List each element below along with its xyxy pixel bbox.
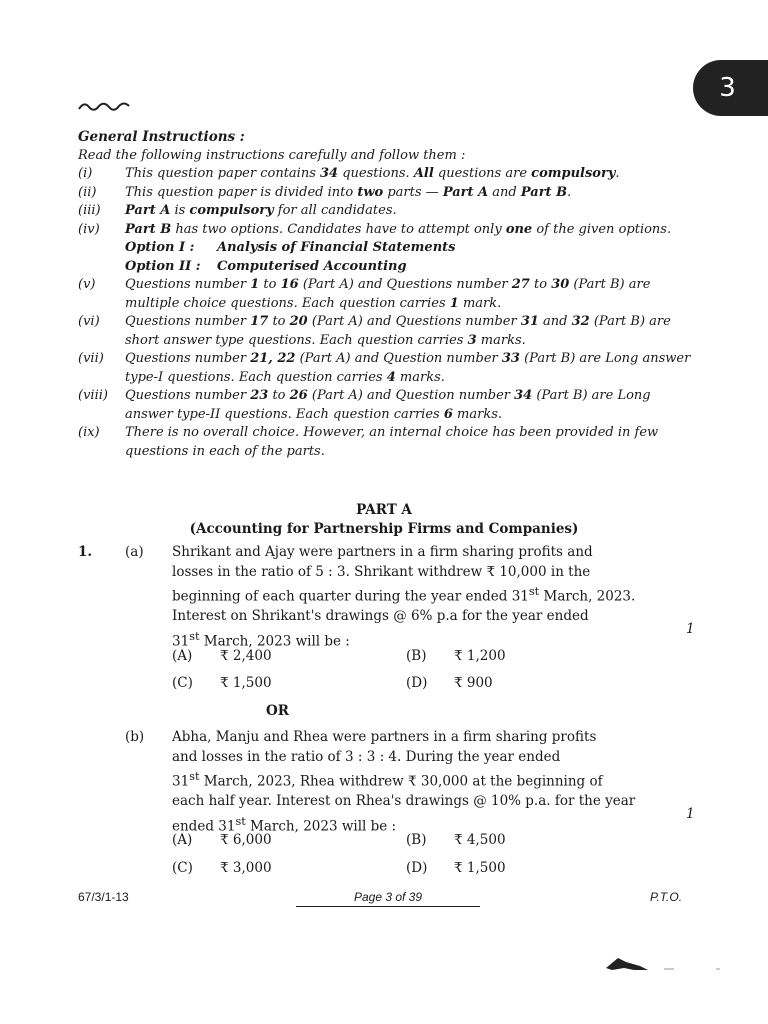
question-line: losses in the ratio of 5 : 3. Shrikant withdrew ₹ 10,000 in the bbox=[172, 563, 591, 580]
item-text: Part B has two options. Candidates have to attempt only one of the given options. bbox=[125, 221, 672, 237]
corner-arrow-icon bbox=[604, 954, 754, 978]
part-subtitle: (Accounting for Partnership Firms and Companies) bbox=[189, 521, 579, 537]
instruction-item bbox=[78, 350, 702, 387]
question-line: ended 31st March, 2023 will be : bbox=[172, 814, 397, 834]
question-line: 31st March, 2023 will be : bbox=[172, 629, 350, 649]
question-line: 31st March, 2023, Rhea withdrew ₹ 30,000 at the beginning of bbox=[172, 770, 603, 790]
item-text: This question paper contains 34 questions. All questions are compulsory. bbox=[125, 166, 620, 181]
item-text: Questions number 21, 22 (Part A) and Question number 33 (Part B) are Long answer type-I questions. Each question carries 4 marks. bbox=[125, 351, 691, 385]
item-number: (iv) bbox=[78, 221, 100, 237]
option-value: ₹ 4,500 bbox=[454, 832, 506, 848]
item-text: There is no overall choice. However, an internal choice has been provided in few questions in each of the parts. bbox=[125, 425, 659, 459]
instruction-item bbox=[78, 221, 702, 240]
item-number: (vi) bbox=[78, 314, 100, 329]
subpart-label: (b) bbox=[125, 729, 145, 745]
question-text bbox=[172, 543, 662, 652]
item-text: This question paper is divided into two parts — Part A and Part B. bbox=[125, 184, 572, 200]
option-value: ₹ 3,000 bbox=[220, 860, 272, 876]
instruction-item bbox=[78, 184, 702, 203]
question-line: Shrikant and Ajay were partners in a firm sharing profits and bbox=[172, 544, 593, 560]
item-number: (vii) bbox=[78, 351, 104, 366]
pto-label: P.T.O. bbox=[650, 890, 683, 904]
option-label: (D) bbox=[406, 675, 428, 691]
or-divider: OR bbox=[266, 703, 289, 719]
option-label: (C) bbox=[172, 860, 193, 876]
question-line: each half year. Interest on Rhea's drawings @ 10% p.a. for the year bbox=[172, 793, 636, 809]
option-value: ₹ 900 bbox=[454, 675, 493, 691]
item-number: (ii) bbox=[78, 184, 97, 200]
page-number: 3 bbox=[719, 73, 736, 103]
option-label: (B) bbox=[406, 832, 427, 848]
option-label: (C) bbox=[172, 675, 193, 691]
question-number: 1. bbox=[78, 544, 93, 560]
squiggle-decoration bbox=[78, 100, 130, 114]
item-number: (ix) bbox=[78, 425, 100, 440]
option-value: ₹ 6,000 bbox=[220, 832, 272, 848]
option-label: (A) bbox=[172, 832, 193, 848]
paper-code: 67/3/1-13 bbox=[78, 890, 129, 904]
option-label: (D) bbox=[406, 860, 428, 876]
item-text: Questions number 1 to 16 (Part A) and Questions number 27 to 30 (Part B) are multiple choice questions. Each question carries 1 mark. bbox=[125, 277, 651, 311]
item-number: (v) bbox=[78, 277, 96, 292]
question-line: and losses in the ratio of 3 : 3 : 4. During the year ended bbox=[172, 748, 561, 765]
instructions-intro: Read the following instructions carefully and follow them : bbox=[78, 147, 466, 163]
instruction-item bbox=[78, 202, 702, 221]
option-line bbox=[78, 258, 702, 277]
item-text: Part A is compulsory for all candidates. bbox=[125, 203, 397, 218]
instruction-item bbox=[78, 313, 702, 350]
option-line bbox=[78, 239, 702, 258]
question-text bbox=[172, 728, 662, 837]
option-value: ₹ 2,400 bbox=[220, 648, 272, 664]
option-value: ₹ 1,500 bbox=[454, 860, 506, 876]
page-indicator: Page 3 of 39 bbox=[296, 890, 480, 907]
instructions-heading: General Instructions : bbox=[78, 129, 245, 145]
instruction-item bbox=[78, 165, 702, 184]
instruction-item bbox=[78, 387, 702, 424]
item-text: Questions number 17 to 20 (Part A) and Questions number 31 and 32 (Part B) are short answer type questions. Each question carries 3 marks. bbox=[125, 314, 671, 348]
marks: 1 bbox=[686, 621, 695, 637]
marks: 1 bbox=[686, 806, 695, 822]
question-line: beginning of each quarter during the year ended 31st March, 2023. bbox=[172, 585, 636, 605]
part-title: PART A bbox=[356, 502, 412, 518]
question-line: Abha, Manju and Rhea were partners in a firm sharing profits bbox=[172, 729, 597, 745]
general-instructions bbox=[78, 128, 702, 461]
subpart-label: (a) bbox=[125, 544, 144, 560]
item-number: (viii) bbox=[78, 388, 108, 403]
item-number: (iii) bbox=[78, 203, 101, 218]
item-text: Questions number 23 to 26 (Part A) and Question number 34 (Part B) are Long answer type-II questions. Each question carries 6 marks. bbox=[125, 388, 651, 422]
question-line: Interest on Shrikant's drawings @ 6% p.a for the year ended bbox=[172, 608, 589, 624]
page-number-tab bbox=[693, 60, 768, 116]
option-value: ₹ 1,200 bbox=[454, 648, 506, 664]
option-label: (B) bbox=[406, 648, 427, 664]
item-number: (i) bbox=[78, 166, 93, 181]
instruction-item bbox=[78, 276, 702, 313]
option-key: Option I : bbox=[125, 240, 195, 255]
option-key: Option II : bbox=[125, 258, 201, 274]
instruction-item bbox=[78, 424, 702, 461]
option-value: ₹ 1,500 bbox=[220, 675, 272, 691]
option-label: (A) bbox=[172, 648, 193, 664]
option-value: Computerised Accounting bbox=[217, 258, 407, 274]
option-value: Analysis of Financial Statements bbox=[217, 240, 456, 255]
